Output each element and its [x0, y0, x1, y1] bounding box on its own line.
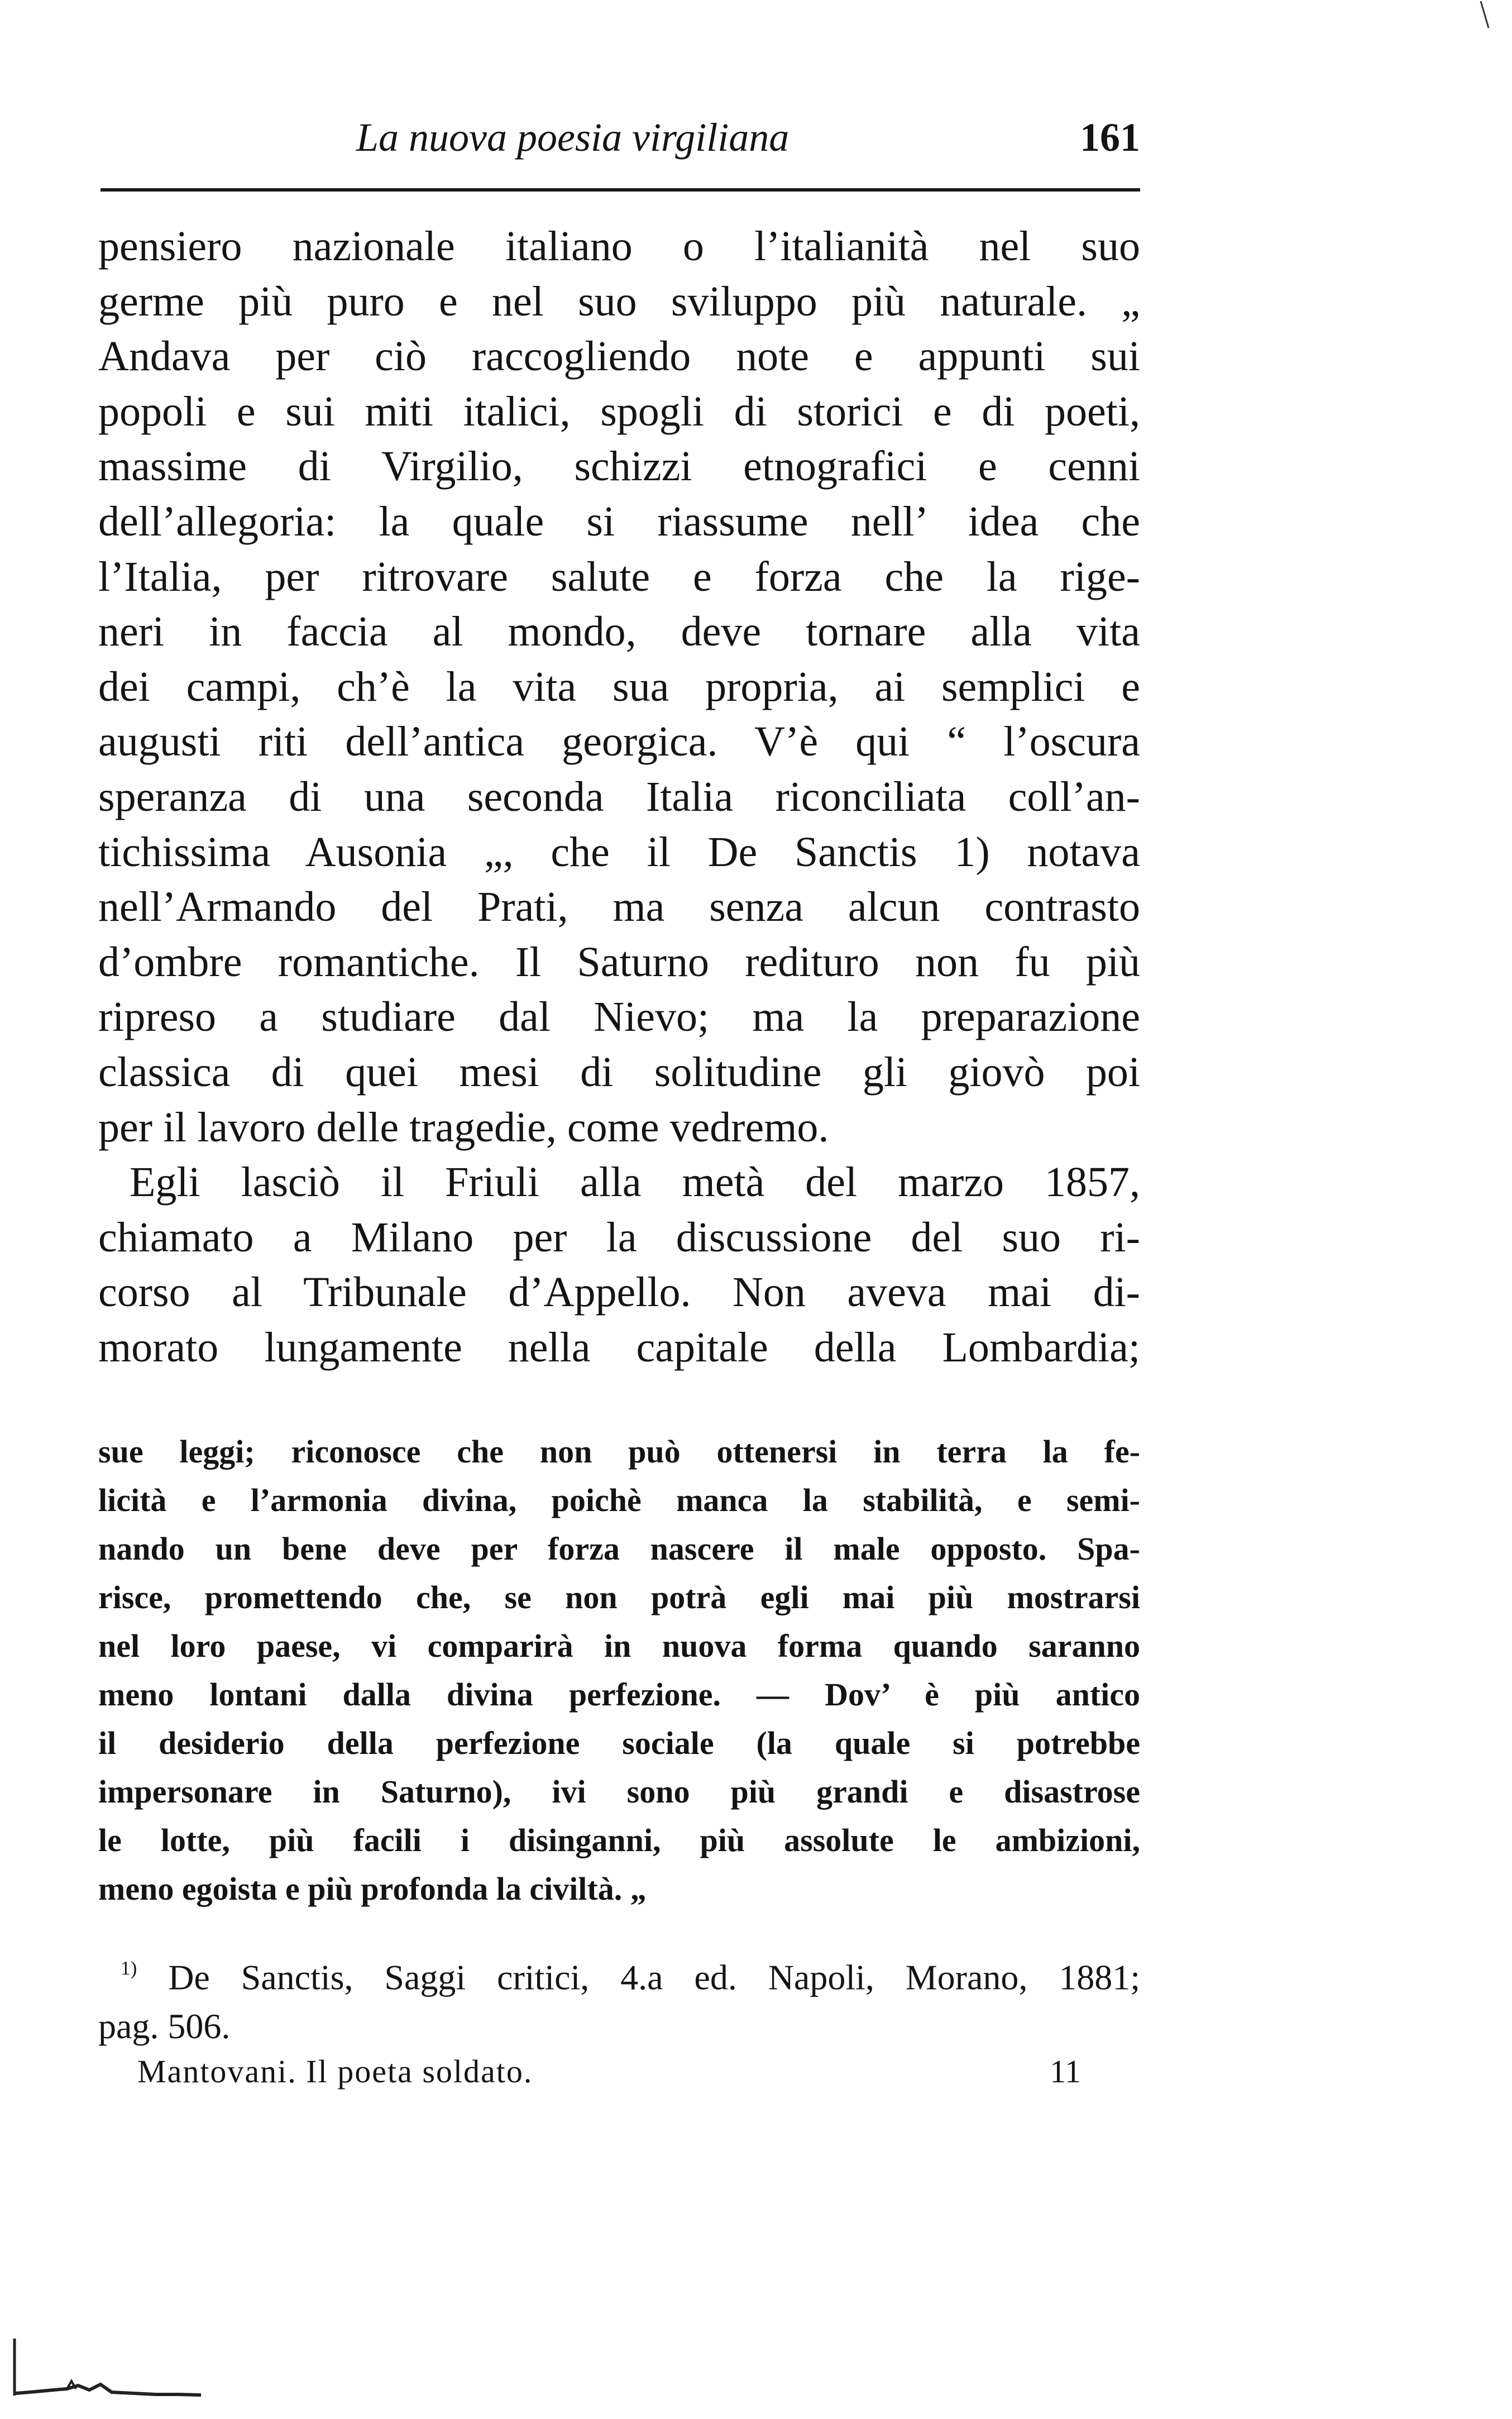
footnote-line: licità e l’armonia divina, poichè manca la stabilità, e semi-	[98, 1482, 1140, 1518]
scan-corner-mark-icon	[1480, 0, 1491, 34]
footnote-marker: 1)	[121, 1957, 137, 1979]
text-line: corso al Tribunale d’Appello. Non aveva mai di-	[98, 1269, 1140, 1316]
text-line: l’Italia, per ritrovare salute e forza che la rige-	[98, 553, 1140, 600]
running-title: La nuova poesia virgiliana	[356, 115, 790, 160]
text-line: per il lavoro delle tragedie, come vedremo.	[98, 1103, 829, 1151]
text-line: Egli lasciò il Friuli alla metà del marzo 1857,	[130, 1159, 1140, 1206]
text-line: d’ombre romantiche. Il Saturno redituro non fu più	[98, 938, 1140, 986]
reference-text: De Sanctis, Saggi critici, 4.a ed. Napoli, Morano, 1881;	[168, 1957, 1141, 1997]
reference-line	[98, 1944, 1140, 2002]
text-line: classica di quei mesi di solitudine gli giovò poi	[98, 1048, 1140, 1096]
footnote-line: le lotte, più facili i disinganni, più assolute le ambizioni,	[98, 1822, 1140, 1858]
signature-number: 11	[1050, 2053, 1081, 2090]
scan-edge-mark-icon	[11, 2334, 302, 2401]
text-line: massime di Virgilio, schizzi etnografici e cenni	[98, 443, 1140, 490]
footnote-line: nando un bene deve per forza nascere il male opposto. Spa-	[98, 1531, 1140, 1567]
text-line: dei campi, ch’è la vita sua propria, ai semplici e	[98, 663, 1140, 710]
continued-footnote	[98, 1427, 1140, 1913]
text-line: tichissima Ausonia „, che il De Sanctis 1) notava	[98, 828, 1140, 876]
footnote-line: sue leggi; riconosce che non può ottenersi in terra la fe-	[98, 1433, 1140, 1470]
text-line: chiamato a Milano per la discussione del suo ri-	[98, 1213, 1140, 1261]
text-line: popoli e sui miti italici, spogli di storici e di poeti,	[98, 388, 1140, 435]
text-line: nell’Armando del Prati, ma senza alcun contrasto	[98, 883, 1140, 931]
text-line: ripreso a studiare dal Nievo; ma la preparazione	[98, 993, 1140, 1041]
paragraph-2	[98, 1155, 1140, 1375]
reference-footnote	[98, 1944, 1140, 2051]
footnote-line: meno egoista e più profonda la civiltà. „	[98, 1871, 647, 1907]
footnote-line: risce, promettendo che, se non potrà egli mai più mostrarsi	[98, 1579, 1140, 1615]
text-line: pensiero nazionale italiano o l’italianità nel suo	[98, 223, 1140, 270]
signature-text: Mantovani. Il poeta soldato.	[137, 2053, 533, 2090]
footnote-line: nel loro paese, vi comparirà in nuova forma quando saranno	[98, 1628, 1140, 1664]
footnote-line: impersonare in Saturno), ivi sono più grandi e disastrose	[98, 1773, 1140, 1810]
text-line: germe più puro e nel suo sviluppo più naturale. „	[98, 278, 1140, 325]
reference-line: pag. 506.	[98, 2006, 231, 2047]
text-line: neri in faccia al mondo, deve tornare alla vita	[98, 608, 1140, 656]
footnote-line: il desiderio della perfezione sociale (la quale si potrebbe	[98, 1725, 1140, 1761]
paragraph-1	[98, 219, 1140, 1155]
footnote-line: meno lontani dalla divina perfezione. — Dov’ è più antico	[98, 1676, 1140, 1713]
text-line: morato lungamente nella capitale della Lombardia;	[98, 1323, 1140, 1371]
page-number: 161	[1080, 115, 1140, 160]
text-line: augusti riti dell’antica georgica. V’è qui “ l’oscura	[98, 718, 1140, 766]
header-rule	[101, 188, 1140, 192]
main-text	[98, 219, 1140, 1375]
text-line: speranza di una seconda Italia riconciliata coll’an-	[98, 773, 1140, 820]
text-line: Andava per ciò raccogliendo note e appunti sui	[98, 333, 1140, 380]
text-line: dell’allegoria: la quale si riassume nell’ idea che	[98, 498, 1140, 545]
running-head	[98, 114, 1140, 170]
